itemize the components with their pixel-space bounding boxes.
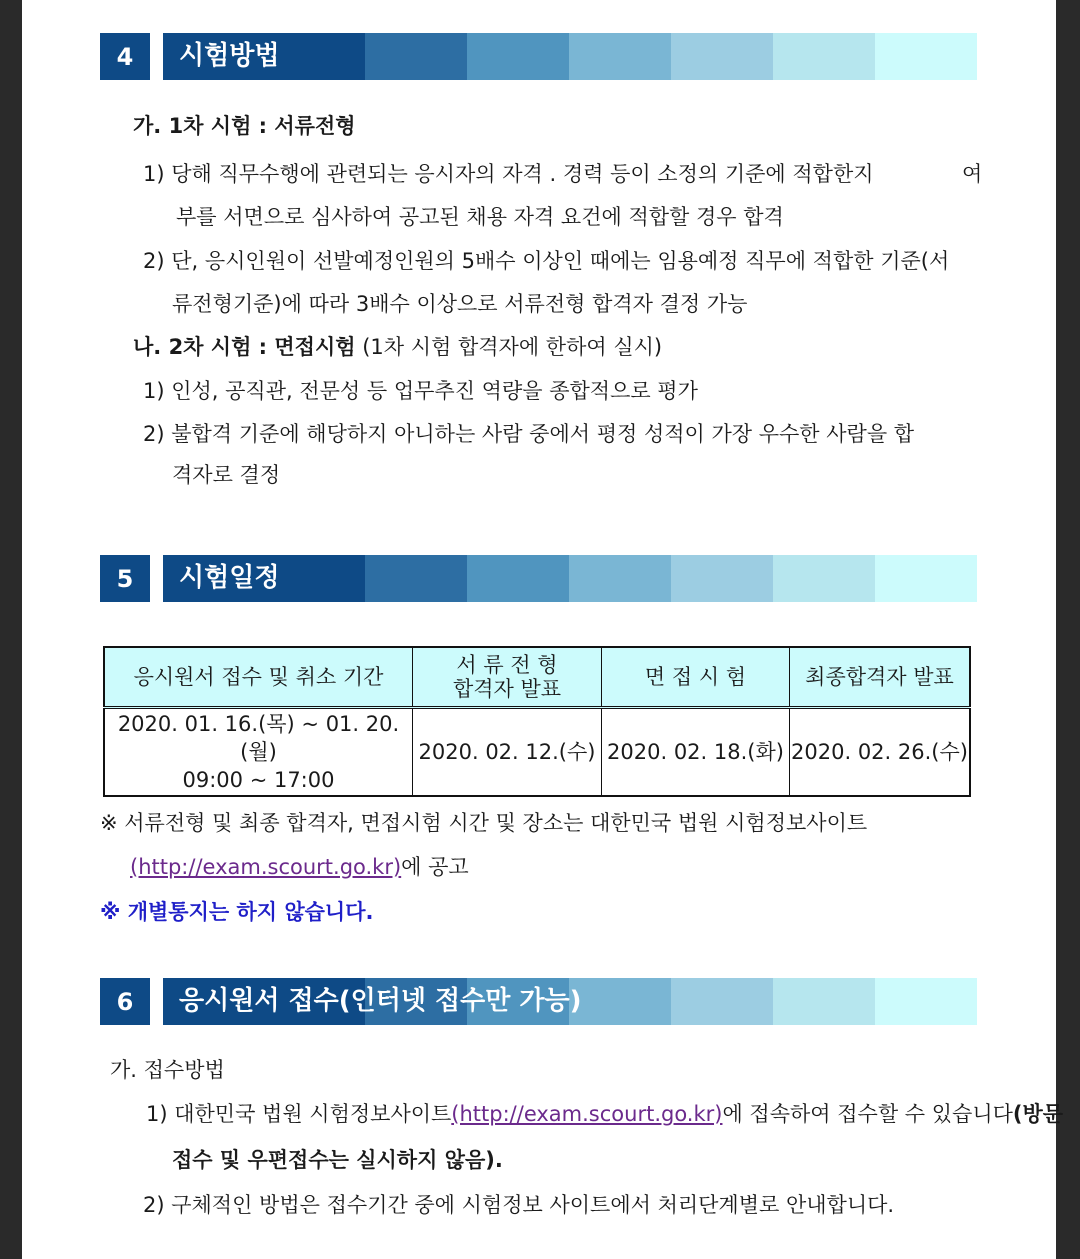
right-frame-border: [1056, 0, 1080, 1259]
section-number: 5: [100, 555, 150, 602]
cell-text: 2020. 01. 16.(목) ~ 01. 20.(월): [117, 712, 400, 764]
exam-site-link[interactable]: (http://exam.scourt.go.kr): [451, 1102, 723, 1126]
table-header-row: [104, 647, 970, 708]
subheading-second-exam: [133, 332, 662, 362]
table-row: [104, 708, 970, 797]
subheading-application-method: 가. 접수방법: [110, 1058, 225, 1082]
section-4-header: [100, 33, 977, 80]
note-text: ※ 서류전형 및 최종 합격자, 면접시험 시간 및 장소는 대한민국 법원 시험정보사이트: [100, 811, 868, 835]
note-line: [130, 852, 469, 882]
list-item-text: 격자로 결정: [172, 463, 281, 487]
section-number: 6: [100, 978, 150, 1025]
section-title: 시험일정: [179, 563, 280, 593]
header-document-result: [413, 647, 602, 708]
section-number: 4: [100, 33, 150, 80]
header-application-period: 응시원서 접수 및 취소 기간: [104, 647, 413, 708]
note-text: 에 공고: [401, 855, 469, 879]
section-title-bar: [163, 33, 977, 80]
list-item-text: 1) 당해 직무수행에 관련되는 응시자의 자격 . 경력 등이 소정의 기준에 적합한지: [143, 162, 874, 186]
list-item-text: 2) 불합격 기준에 해당하지 아니하는 사람 중에서 평정 성적이 가장 우수한 사람을 합: [143, 422, 915, 446]
section-title: 응시원서 접수(인터넷 접수만 가능): [179, 986, 582, 1016]
section-6-header: [100, 978, 977, 1025]
section-title-bar: [163, 555, 977, 602]
header-text: 서 류 전 형: [456, 653, 558, 677]
cell-document-result: 2020. 02. 12.(수): [413, 708, 602, 797]
section-5-header: [100, 555, 977, 602]
list-item-text: 1) 인성, 공직관, 전문성 등 업무추진 역량을 종합적으로 평가: [143, 379, 698, 403]
header-text: 합격자 발표: [452, 677, 562, 701]
list-item-text: 1) 대한민국 법원 시험정보사이트: [146, 1102, 452, 1126]
list-item-bold: 접수 및 우편접수는 실시하지 않음).: [172, 1148, 503, 1172]
subheading-note: (1차 시험 합격자에 한하여 실시): [355, 335, 663, 359]
list-item-line: [146, 1099, 1063, 1129]
cell-application-period: [104, 708, 413, 797]
subheading-first-exam: 가. 1차 시험 : 서류전형: [133, 114, 356, 138]
left-frame-border: [0, 0, 22, 1259]
list-item-text: 2) 단, 응시인원이 선발예정인원의 5배수 이상인 때에는 임용예정 직무에 적합한 기준(서: [143, 249, 950, 273]
section-title-bar: [163, 978, 977, 1025]
list-item-text: 여: [962, 162, 983, 186]
list-item-text: 에 접속하여 접수할 수 있습니다: [722, 1102, 1013, 1126]
header-interview: 면 접 시 험: [602, 647, 790, 708]
subheading-bold: 나. 2차 시험 : 면접시험: [133, 335, 356, 359]
cell-final-result: 2020. 02. 26.(수): [790, 708, 971, 797]
list-item-text: 부를 서면으로 심사하여 공고된 채용 자격 요건에 적합할 경우 합격: [176, 205, 784, 229]
cell-text: 09:00 ~ 17:00: [182, 768, 335, 792]
notice-no-individual: ※ 개별통지는 하지 않습니다.: [100, 900, 374, 924]
header-final-result: 최종합격자 발표: [790, 647, 971, 708]
list-item-text: 류전형기준)에 따라 3배수 이상으로 서류전형 합격자 결정 가능: [172, 292, 748, 316]
cell-interview: 2020. 02. 18.(화): [602, 708, 790, 797]
schedule-table: [103, 646, 971, 797]
list-item-text: 2) 구체적인 방법은 접수기간 중에 시험정보 사이트에서 처리단계별로 안내합니다.: [143, 1193, 895, 1217]
list-item-bold: (방문: [1012, 1102, 1064, 1126]
exam-site-link[interactable]: (http://exam.scourt.go.kr): [130, 855, 402, 879]
section-title: 시험방법: [179, 41, 280, 71]
